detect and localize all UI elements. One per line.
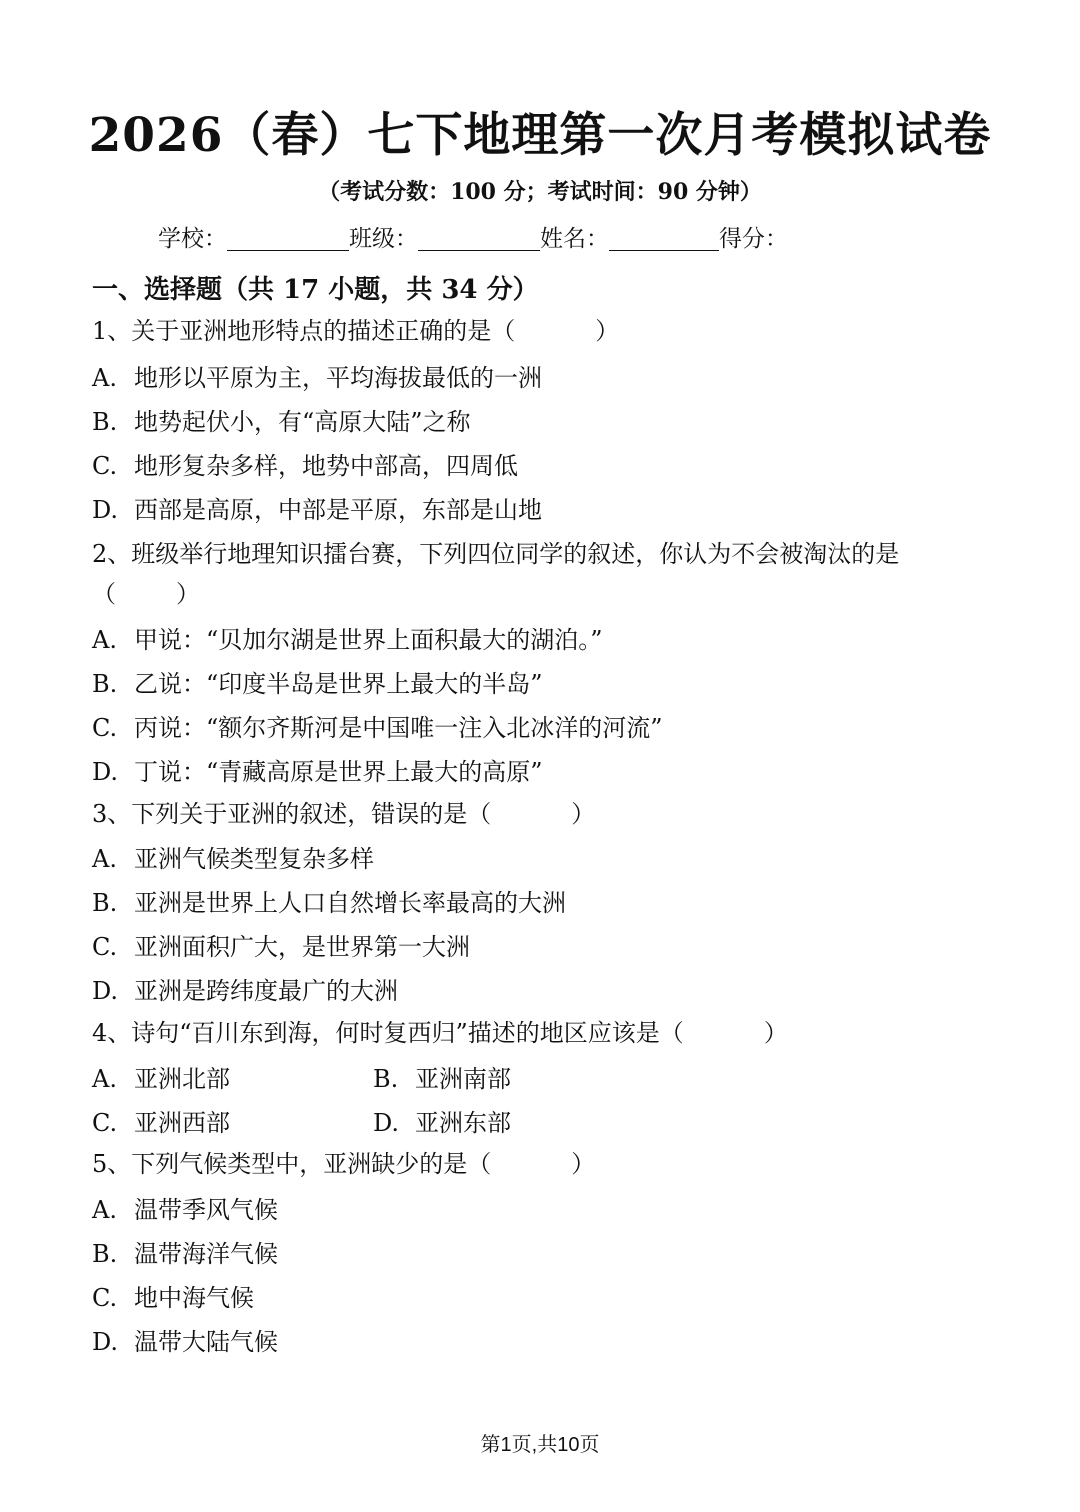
- question-stem-text: 2、班级举行地理知识擂台赛，下列四位同学的叙述，你认为不会被淘汰的是: [92, 540, 900, 568]
- option-letter: D.: [92, 496, 119, 524]
- option-letter: B.: [92, 889, 118, 917]
- question-3-option-a: [92, 841, 374, 877]
- question-1-option-a: [92, 360, 542, 396]
- option-letter: D.: [92, 1328, 119, 1356]
- answer-paren-close: ）: [176, 580, 200, 608]
- question-5-stem: [92, 1146, 595, 1182]
- option-letter: D.: [92, 758, 119, 786]
- question-4-stem: [92, 1015, 788, 1051]
- option-text: 温带海洋气候: [134, 1240, 278, 1268]
- option-text: 丙说：“额尔齐斯河是中国唯一注入北冰洋的河流”: [134, 714, 663, 742]
- option-text: 亚洲面积广大，是世界第一大洲: [134, 933, 470, 961]
- option-letter: C.: [92, 1284, 118, 1312]
- answer-paren-close: ）: [571, 1150, 596, 1178]
- option-text: 亚洲是跨纬度最广的大洲: [134, 977, 398, 1005]
- question-4-option-c: [92, 1105, 230, 1141]
- question-2-option-d: [92, 754, 543, 790]
- option-letter: B.: [92, 1240, 118, 1268]
- option-text: 温带大陆气候: [134, 1328, 278, 1356]
- question-1-option-d: [92, 492, 542, 528]
- question-3-option-d: [92, 973, 398, 1009]
- option-text: 丁说：“青藏高原是世界上最大的高原”: [134, 758, 543, 786]
- option-letter: C.: [92, 1109, 118, 1137]
- option-text: 甲说：“贝加尔湖是世界上面积最大的湖泊。”: [134, 626, 603, 654]
- option-letter: A.: [92, 1065, 117, 1093]
- option-letter: A.: [92, 845, 117, 873]
- question-5-option-d: [92, 1324, 278, 1360]
- question-2-option-b: [92, 666, 543, 702]
- question-2-answer-paren: [92, 576, 200, 612]
- option-letter: A.: [92, 626, 117, 654]
- school-label: 学校：: [158, 226, 227, 252]
- question-2-option-c: [92, 710, 663, 746]
- answer-paren-close: ）: [763, 1019, 788, 1047]
- option-text: 亚洲南部: [415, 1065, 511, 1093]
- question-3-option-c: [92, 929, 470, 965]
- school-blank[interactable]: [227, 224, 349, 251]
- section-heading: 一、选择题（共 17 小题，共 34 分）: [92, 275, 539, 305]
- question-3-stem: [92, 796, 595, 832]
- option-text: 亚洲东部: [415, 1109, 511, 1137]
- option-text: 地势起伏小，有“高原大陆”之称: [134, 408, 471, 436]
- question-stem-text: 3、下列关于亚洲的叙述，错误的是（: [92, 800, 492, 828]
- answer-paren-close: ）: [595, 317, 620, 345]
- option-text: 地形复杂多样，地势中部高，四周低: [134, 452, 518, 480]
- question-stem-text: 5、下列气候类型中，亚洲缺少的是（: [92, 1150, 492, 1178]
- question-4-option-d: [373, 1105, 511, 1141]
- class-blank[interactable]: [418, 224, 540, 251]
- page-number: 第1页,共10页: [480, 1434, 600, 1456]
- option-text: 温带季风气候: [134, 1196, 278, 1224]
- option-letter: B.: [92, 670, 118, 698]
- question-5-option-c: [92, 1280, 254, 1316]
- option-letter: A.: [92, 1196, 117, 1224]
- option-text: 亚洲西部: [134, 1109, 230, 1137]
- option-text: 地中海气候: [134, 1284, 254, 1312]
- class-label: 班级：: [349, 226, 418, 252]
- option-letter: D.: [373, 1109, 400, 1137]
- name-blank[interactable]: [609, 224, 719, 251]
- option-text: 乙说：“印度半岛是世界上最大的半岛”: [134, 670, 543, 698]
- name-label: 姓名：: [540, 226, 609, 252]
- option-text: 亚洲气候类型复杂多样: [134, 845, 374, 873]
- question-3-option-b: [92, 885, 566, 921]
- exam-subtitle: （考试分数：100 分；考试时间：90 分钟）: [318, 179, 762, 205]
- score-label: 得分：: [719, 226, 788, 252]
- option-text: 西部是高原，中部是平原，东部是山地: [134, 496, 542, 524]
- option-letter: C.: [92, 452, 118, 480]
- option-letter: C.: [92, 933, 118, 961]
- option-letter: B.: [92, 408, 118, 436]
- question-5-option-b: [92, 1236, 278, 1272]
- student-info-row: [158, 222, 788, 256]
- question-stem-text: 4、诗句“百川东到海，何时复西归”描述的地区应该是（: [92, 1019, 684, 1047]
- question-4-option-b: [373, 1061, 511, 1097]
- answer-paren-open: （: [92, 580, 116, 608]
- option-text: 亚洲北部: [134, 1065, 230, 1093]
- question-1-option-b: [92, 404, 471, 440]
- question-5-option-a: [92, 1192, 278, 1228]
- exam-title: 2026（春）七下地理第一次月考模拟试卷: [88, 108, 992, 163]
- question-1-option-c: [92, 448, 518, 484]
- option-letter: D.: [92, 977, 119, 1005]
- option-text: 亚洲是世界上人口自然增长率最高的大洲: [134, 889, 566, 917]
- option-letter: A.: [92, 364, 117, 392]
- option-letter: C.: [92, 714, 118, 742]
- option-text: 地形以平原为主，平均海拔最低的一洲: [134, 364, 542, 392]
- question-4-option-a: [92, 1061, 230, 1097]
- answer-paren-close: ）: [571, 800, 596, 828]
- question-2-stem: [92, 536, 899, 572]
- question-1-stem: [92, 313, 619, 349]
- option-letter: B.: [373, 1065, 399, 1093]
- question-2-option-a: [92, 622, 603, 658]
- question-stem-text: 1、关于亚洲地形特点的描述正确的是（: [92, 317, 516, 345]
